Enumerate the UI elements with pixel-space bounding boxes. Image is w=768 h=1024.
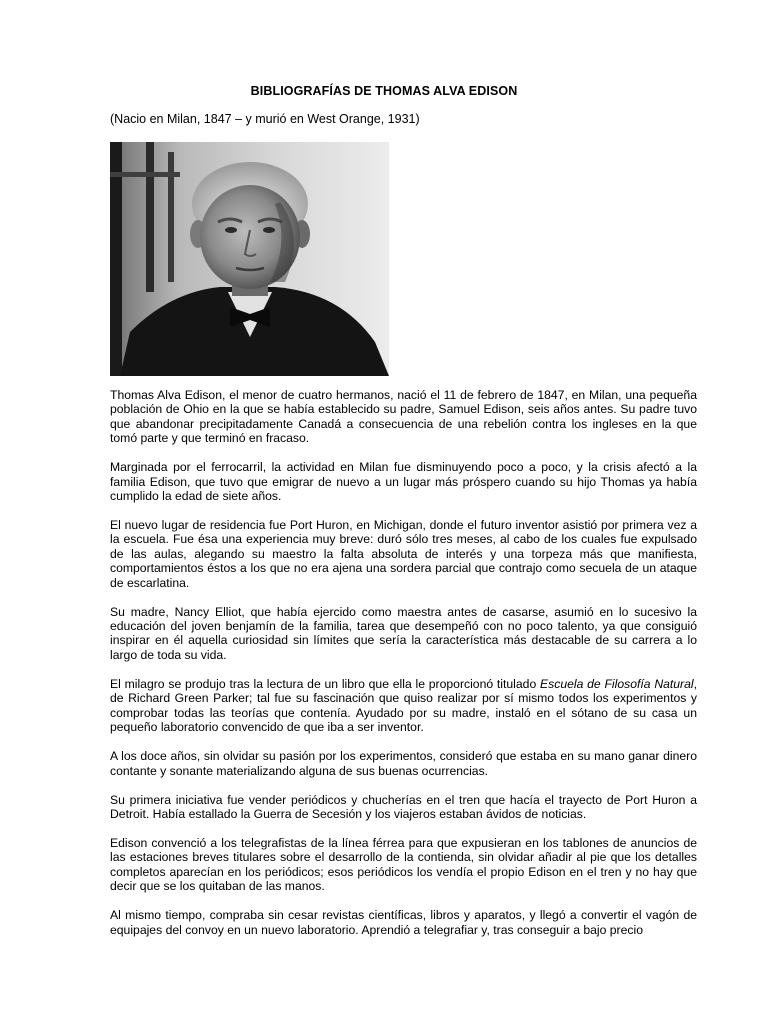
paragraph: A los doce años, sin olvidar su pasión por los experimentos, consideró que estaba en su mano ganar dinero contante y sonante materializando alguna de sus buenas ocurrencias. <box>110 749 697 778</box>
paragraph-text: El milagro se produjo tras la lectura de un libro que ella le proporcionó titulado <box>110 676 540 691</box>
paragraph: Su primera iniciativa fue vender periódicos y chucherías en el tren que hacía el trayecto de Port Huron a Detroit. Había estallado la Guerra de Secesión y los viajeros estaban ávidos de noticias. <box>110 792 697 821</box>
paragraph: Al mismo tiempo, compraba sin cesar revistas científicas, libros y aparatos, y llegó a convertir el vagón de equipajes del convoy en un nuevo laboratorio. Aprendió a telegrafiar y, tras conseguir a bajo precio <box>110 908 697 937</box>
portrait-photo <box>110 142 389 376</box>
paragraph: El nuevo lugar de residencia fue Port Huron, en Michigan, donde el futuro inventor asistió por primera vez a la escuela. Fue ésa una experiencia muy breve: duró sólo tres meses, al cabo de los cuales fue expulsado de las aulas, alegando su maestro la falta absoluta de interés y una torpeza más que manifiesta, comportamientos éstos a los que no era ajena una sordera parcial que contrajo como secuela de un ataque de escarlatina. <box>110 518 697 590</box>
book-title: Escuela de Filosofía Natural <box>540 676 694 691</box>
document-body <box>110 388 697 937</box>
document-subtitle: (Nacio en Milan, 1847 – y murió en West Orange, 1931) <box>110 112 420 126</box>
document-title: BIBLIOGRAFÍAS DE THOMAS ALVA EDISON <box>250 84 518 98</box>
paragraph-with-book-title <box>110 677 697 735</box>
paragraph: Su madre, Nancy Elliot, que había ejercido como maestra antes de casarse, asumió en lo sucesivo la educación del joven benjamín de la familia, tarea que desempeñó con no poco talento, ya que consiguió inspirar en él aquella curiosidad sin límites que sería la característica más destacable de su carrera a lo largo de toda su vida. <box>110 604 697 662</box>
paragraph: Edison convenció a los telegrafistas de la línea férrea para que expusieran en los tablones de anuncios de las estaciones breves titulares sobre el desarrollo de la contienda, sin olvidar añadir al pie que los detalles completos aparecían en los periódicos; esos periódicos los vendía el propio Edison en el tren y no hay que decir que se los quitaban de las manos. <box>110 835 697 894</box>
paragraph: Thomas Alva Edison, el menor de cuatro hermanos, nació el 11 de febrero de 1847, en Milan, una pequeña población de Ohio en la que se había establecido su padre, Samuel Edison, seis años antes. Su padre tuvo que abandonar precipitadamente Canadá a consecuencia de una rebelión contra los ingleses en la que tomó parte y que terminó en fracaso. <box>110 388 697 446</box>
paragraph-text: , de Richard Green Parker; tal fue su fascinación que quiso realizar por sí mismo todos los experimentos y comprobar todas las teorías que contenía. Ayudado por su madre, instaló en el sótano de su casa un pequeño laboratorio convencido de que iba a ser inventor. <box>110 676 697 735</box>
paragraph: Marginada por el ferrocarril, la actividad en Milan fue disminuyendo poco a poco, y la crisis afectó a la familia Edison, que tuvo que emigrar de nuevo a un lugar más próspero cuando su hijo Thomas ya había cumplido la edad de siete años. <box>110 460 697 504</box>
